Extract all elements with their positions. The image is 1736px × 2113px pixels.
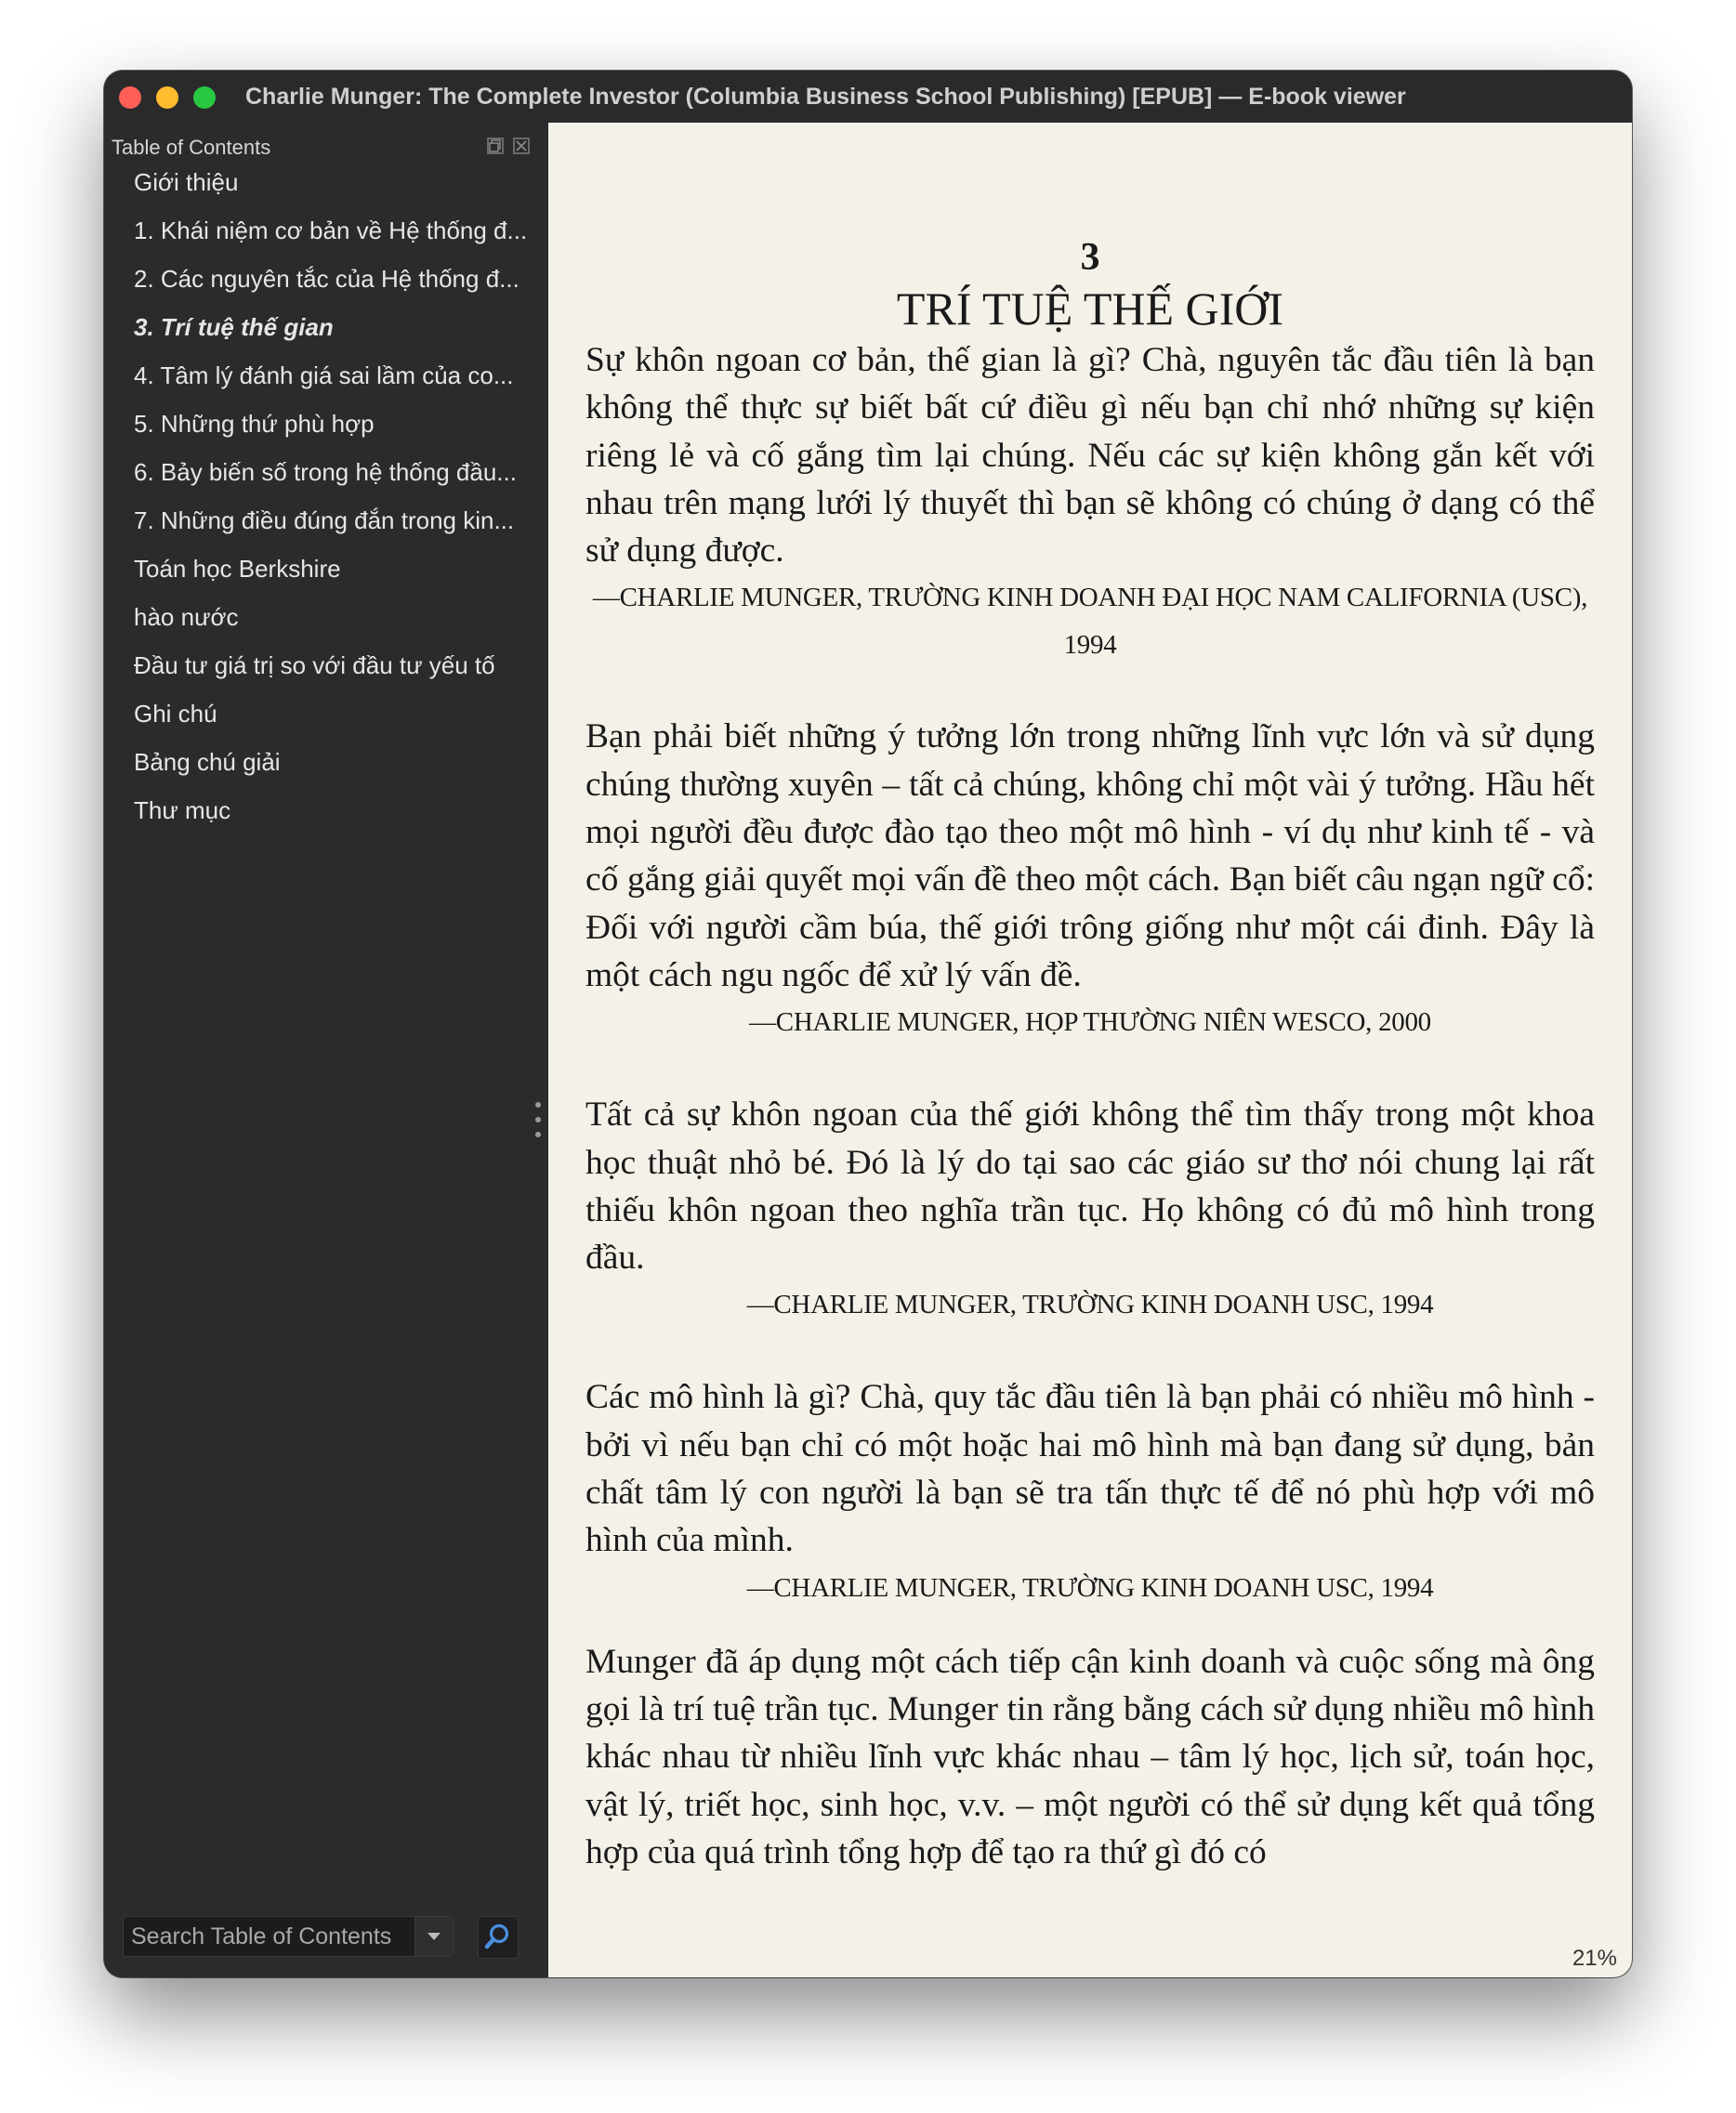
toc-item-chapter-2[interactable]: 2. Các nguyên tắc của Hệ thống đ... [134, 265, 519, 293]
title-bar[interactable] [104, 71, 1632, 124]
page-content [585, 232, 1595, 1876]
reading-progress: 21% [1572, 1946, 1617, 1971]
search-button[interactable] [478, 1916, 519, 1959]
toc-item-notes[interactable]: Ghi chú [134, 700, 217, 728]
epigraph-quote: Các mô hình là gì? Chà, quy tắc đầu tiên là bạn phải có nhiều mô hình - bởi vì nếu bạn chỉ có một hoặc hai mô hình mà bạn đang sử dụng, bản chất tâm lý con người là bạn sẽ tra tấn thực tế để nó phù hợp với mô hình của mình. [585, 1378, 1595, 1560]
splitter-handle[interactable] [535, 1102, 541, 1161]
reading-pane[interactable] [548, 123, 1632, 1977]
epigraph-attribution: —CHARLIE MUNGER, TRƯỜNG KINH DOANH ĐẠI HỌC NAM CALIFORNIA (USC), 1994 [592, 583, 1588, 661]
close-glyph [515, 139, 528, 152]
epigraph-attribution: —CHARLIE MUNGER, HỌP THƯỜNG NIÊN WESCO, 2000 [749, 1007, 1431, 1038]
close-panel-icon[interactable] [513, 138, 530, 154]
window-title: Charlie Munger: The Complete Investor (Columbia Business School Publishing) [EPUB] — E-book viewer [245, 84, 1406, 110]
float-glyph [489, 139, 502, 152]
toc-item-chapter-1[interactable]: 1. Khái niệm cơ bản về Hệ thống đ... [134, 217, 528, 244]
toc-item-chapter-5[interactable]: 5. Những thứ phù hợp [134, 410, 375, 438]
zoom-window-button[interactable] [193, 86, 216, 109]
toc-item-moat[interactable]: hào nước [134, 603, 239, 631]
toc-list [104, 158, 548, 834]
close-window-button[interactable] [119, 86, 141, 109]
toc-item-chapter-7[interactable]: 7. Những điều đúng đắn trong kin... [134, 506, 515, 534]
splitter-dot [535, 1132, 541, 1137]
ebook-viewer-window [104, 71, 1632, 1977]
minimize-window-button[interactable] [156, 86, 178, 109]
search-history-dropdown[interactable] [414, 1917, 453, 1956]
epigraph-quote: Sự khôn ngoan cơ bản, thế gian là gì? Chà, nguyên tắc đầu tiên là bạn không thể thực sự biết bất cứ điều gì nếu bạn chỉ nhớ những sự kiện riêng lẻ và cố gắng tìm lại chúng. Nếu các sự kiện không gắn kết với nhau trên mạng lưới lý thuyết thì bạn sẽ không có chúng ở dạng có thể sử dụng được. [585, 341, 1595, 571]
toc-item-chapter-3-current[interactable]: 3. Trí tuệ thế gian [134, 313, 334, 341]
toc-item-chapter-4[interactable]: 4. Tâm lý đánh giá sai lầm của co... [134, 361, 514, 389]
chapter-number: 3 [1080, 236, 1100, 279]
toc-header: Table of Contents [112, 136, 271, 159]
epigraph-attribution: —CHARLIE MUNGER, TRƯỜNG KINH DOANH USC, 1994 [746, 1290, 1434, 1320]
toc-item-berkshire-math[interactable]: Toán học Berkshire [134, 555, 341, 583]
chapter-title: TRÍ TUỆ THẾ GIỚI [896, 282, 1284, 335]
splitter-dot [535, 1102, 541, 1108]
toc-item-gioi-thieu[interactable]: Giới thiệu [134, 168, 239, 196]
toc-search-input[interactable] [124, 1917, 414, 1956]
toc-item-bibliography[interactable]: Thư mục [134, 796, 231, 824]
splitter-dot [535, 1117, 541, 1122]
toc-search-box [123, 1916, 454, 1957]
epigraph-quote: Bạn phải biết những ý tưởng lớn trong những lĩnh vực lớn và sử dụng chúng thường xuyên – tất cả chúng, không chỉ một vài ý tưởng. Hầu hết mọi người đều được đào tạo theo một mô hình - ví dụ như kinh tế - và cố gắng giải quyết mọi vấn đề theo một cách. Bạn biết câu ngạn ngữ cổ: Đối với người cầm búa, thế giới trông giống như một cái đinh. Đây là một cách ngu ngốc để xử lý vấn đề. [585, 717, 1595, 994]
toc-sidebar [104, 123, 548, 1977]
toc-item-chapter-6[interactable]: 6. Bảy biến số trong hệ thống đầu... [134, 458, 517, 486]
toc-item-glossary[interactable]: Bảng chú giải [134, 748, 281, 776]
epigraph-quote: Tất cả sự khôn ngoan của thế giới không thể tìm thấy trong một khoa học thuật nhỏ bé. Đó là lý do tại sao các giáo sư thơ nói chung lại rất thiếu khôn ngoan theo nghĩa trần tục. Họ không có đủ mô hình trong đầu. [585, 1096, 1595, 1278]
body-paragraph: Munger đã áp dụng một cách tiếp cận kinh doanh và cuộc sống mà ông gọi là trí tuệ trần tục. Munger tin rằng bằng cách sử dụng nhiều mô hình khác nhau từ nhiều lĩnh vực khác nhau – tâm lý học, lịch sử, toán học, vật lý, triết học, sinh học, v.v. – một người có thể sử dụng kết quả tổng hợp của quá trình tổng hợp để tạo ra thứ gì đó có [585, 1642, 1595, 1871]
float-panel-icon[interactable] [487, 138, 504, 154]
search-icon [479, 1917, 518, 1958]
epigraph-attribution: —CHARLIE MUNGER, TRƯỜNG KINH DOANH USC, 1994 [746, 1572, 1434, 1603]
toc-item-value-vs-factor[interactable]: Đầu tư giá trị so với đầu tư yếu tố [134, 651, 495, 679]
